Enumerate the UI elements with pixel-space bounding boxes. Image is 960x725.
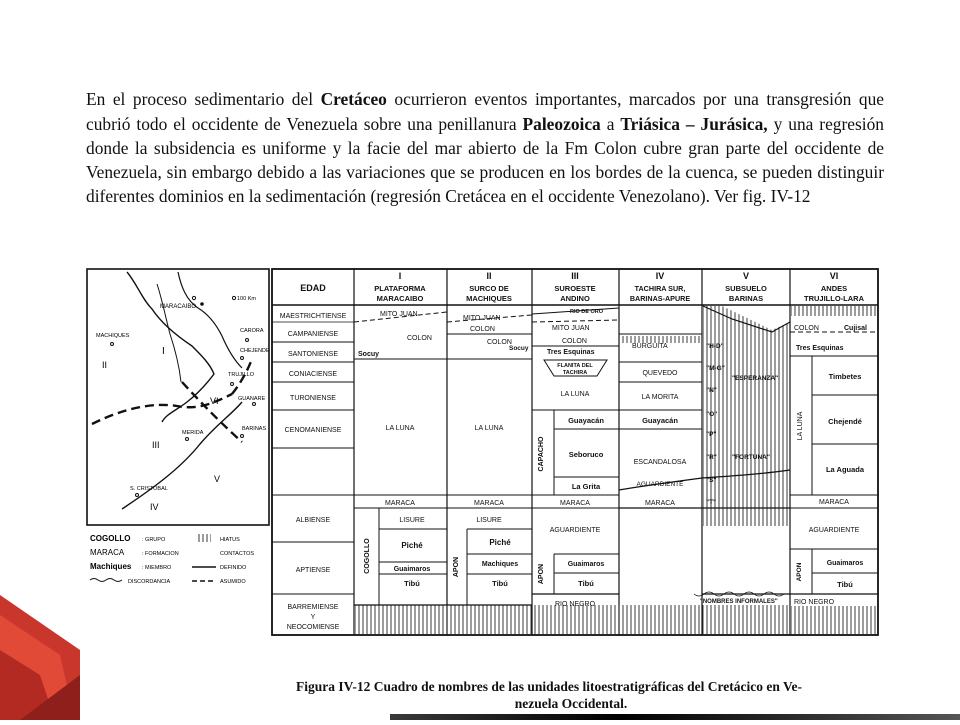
legend-definido: DEFINIDO xyxy=(220,565,247,571)
unit-o: "O" xyxy=(706,411,718,418)
stratigraphic-chart xyxy=(82,264,882,720)
lake-shore-line xyxy=(157,284,181,382)
legend-machiques: Machiques xyxy=(90,562,132,571)
map-label-cristobal: S. CRISTOBAL xyxy=(130,486,168,492)
unit-rio-negro: RIO NEGRO xyxy=(554,601,596,608)
unit-r: "R" xyxy=(706,454,717,461)
unit-quevedo: QUEVEDO xyxy=(642,370,678,377)
map-label-chejende: CHEJENDE xyxy=(240,348,270,354)
unit-flanita: FLANITA DEL xyxy=(557,363,593,369)
age-y: Y xyxy=(310,614,316,621)
unit-p: "P" xyxy=(706,431,717,438)
unit-aguardiente: AGUARDIENTE xyxy=(808,527,860,534)
unit-guayacan: Guayacán xyxy=(642,416,678,425)
unit-fortuna: "FORTUNA" xyxy=(732,454,770,461)
unit-timbetes: Timbetes xyxy=(828,372,862,381)
maracaibo-marker xyxy=(200,302,204,306)
intro-paragraph xyxy=(86,87,884,208)
unit-guaimaros: Guaimaros xyxy=(393,566,431,573)
guanare-marker xyxy=(253,403,256,406)
header-col6-a: ANDES xyxy=(820,284,848,293)
map-label-machiques: MACHIQUES xyxy=(96,333,130,339)
location-map xyxy=(87,269,270,525)
age-turoniense: TURONIENSE xyxy=(290,395,336,402)
legend-cogollo: COGOLLO xyxy=(90,534,131,543)
legend-discordancia: DISCORDANCIA xyxy=(128,579,171,585)
legend-hiatus: HIATUS xyxy=(220,537,240,543)
age-coniaciense: CONIACIENSE xyxy=(288,371,338,378)
unit-burguita: BURGUITA xyxy=(632,343,668,350)
header-col4-b: BARINAS-APURE xyxy=(629,294,691,303)
paragraph-bold: Cretáceo xyxy=(320,89,387,110)
stratigraphic-figure xyxy=(82,264,882,720)
legend-asumido: ASUMIDO xyxy=(220,579,246,585)
unit-guaimaros: Guaimaros xyxy=(567,561,605,568)
unit-colon: COLON xyxy=(487,339,512,346)
unit-esperanza: "ESPERANZA" xyxy=(732,375,779,382)
unit-cogollo: COGOLLO xyxy=(364,538,371,574)
map-label-merida: MERIDA xyxy=(182,430,204,436)
unit-la-luna: LA LUNA xyxy=(474,425,504,432)
unit-lisure: LISURE xyxy=(399,517,425,524)
unit-mg: "M-G" xyxy=(706,365,725,372)
header-col5-b: BARINAS xyxy=(728,294,764,303)
merida-marker xyxy=(186,438,189,441)
east-coast-line xyxy=(178,272,242,368)
unit-la-luna: LA LUNA xyxy=(385,425,415,432)
unit-mito-juan: MITO JUAN xyxy=(380,311,418,318)
unit-seboruco: Seboruco xyxy=(568,450,604,459)
header-col4-number: IV xyxy=(655,271,665,281)
legend-formacion: : FORMACION xyxy=(142,551,179,557)
map-label-barinas: BARINAS xyxy=(242,426,267,432)
header-col4-a: TACHIRA SUR, xyxy=(634,284,686,293)
unit-colon: COLON xyxy=(470,326,495,333)
unit-maraca: MARACA xyxy=(819,499,849,506)
legend-hiatus-symbol xyxy=(197,534,211,542)
age-cenomaniense: CENOMANIENSE xyxy=(284,427,342,434)
unit-maraca: MARACA xyxy=(560,500,590,507)
unit-s: "S" xyxy=(706,477,717,484)
unit-guayacan: Guayacán xyxy=(568,416,604,425)
caption-line-1: Figura IV-12 Cuadro de nombres de las unidades litoestratigráficas del Cretácico en Ve- xyxy=(296,679,802,694)
unit-apon: APON xyxy=(538,563,545,585)
header-col3-number: III xyxy=(571,271,579,281)
unit-colon: COLON xyxy=(407,335,432,342)
unit-socuy: Socuy xyxy=(509,345,529,352)
unit-chejende: Chejendé xyxy=(828,417,862,426)
unit-tres-esquinas: Tres Esquinas xyxy=(547,349,595,356)
unit-mito-juan: MITO JUAN xyxy=(552,325,590,332)
unit-tibu: Tibú xyxy=(837,580,853,589)
red-slide-decoration xyxy=(0,595,80,720)
map-label-trujillo: TRUJILLO xyxy=(228,372,254,378)
legend-maraca: MARACA xyxy=(90,548,125,557)
carora-marker xyxy=(246,339,249,342)
header-col5-number: V xyxy=(742,271,750,281)
header-col1-b: MARACAIBO xyxy=(376,294,424,303)
unit-machiques: Machiques xyxy=(481,561,519,568)
age-neocomiense: NEOCOMIENSE xyxy=(286,624,340,631)
caption-line-2: nezuela Occidental. xyxy=(514,696,628,711)
unit-tibu: Tibú xyxy=(492,579,508,588)
unit-rio-negro: RIO NEGRO xyxy=(794,599,835,606)
unit-mito-juan: MITO JUAN xyxy=(463,315,501,322)
unit-apon: APON xyxy=(796,562,803,582)
header-col3-b: ANDINO xyxy=(560,294,590,303)
header-col1-number: I xyxy=(398,271,402,281)
region-label-4: IV xyxy=(150,502,159,512)
unit-escandalosa: ESCANDALOSA xyxy=(633,459,687,466)
unit-colon: COLON xyxy=(794,325,819,332)
header-col6-b: TRUJILLO-LARA xyxy=(804,294,864,303)
unit-n: "N" xyxy=(706,387,717,394)
paragraph-text: En el proceso sedimentario del xyxy=(86,89,321,110)
unit-cujisal: Cujisal xyxy=(844,325,867,332)
unit-la-morita: LA MORITA xyxy=(641,394,679,401)
age-albiense: ALBIENSE xyxy=(295,517,331,524)
unit-tachira: TACHIRA xyxy=(562,370,588,376)
legend-wave-symbol xyxy=(90,579,122,582)
figure-caption xyxy=(296,678,886,712)
unit-capacho: CAPACHO xyxy=(538,436,545,472)
map-label-guanare: GUANARE xyxy=(238,396,266,402)
scale-marker xyxy=(192,296,195,299)
hiatus-fill xyxy=(355,605,788,634)
region-label-3: III xyxy=(152,440,160,450)
age-aptiense: APTIENSE xyxy=(295,567,331,574)
age-maestrichtiense: MAESTRICHTIENSE xyxy=(279,313,347,320)
unit-la-grita: La Grita xyxy=(571,482,601,491)
map-scale-label: 100 Km xyxy=(237,296,256,302)
unit-piche: Piché xyxy=(489,538,511,547)
unit-aguardiente: AGUARDIENTE xyxy=(636,481,684,488)
header-col1-a: PLATAFORMA xyxy=(374,284,426,293)
legend-miembro: : MIEMBRO xyxy=(142,565,172,571)
age-campaniense: CAMPANIENSE xyxy=(287,331,339,338)
barinas-marker xyxy=(241,435,244,438)
hiatus-fill xyxy=(791,606,877,634)
unit-maraca: MARACA xyxy=(385,500,415,507)
header-edad: EDAD xyxy=(300,283,326,293)
trujillo-marker xyxy=(231,383,234,386)
paragraph-bold: Triásica – Jurásica, xyxy=(620,113,768,134)
map-label-carora: CARORA xyxy=(240,328,264,334)
paragraph-text: ocurrieron eventos importantes, marcados por una transgresión que cubrió todo el occidente de Venezuela sobre una penillanura xyxy=(86,89,884,134)
unit-la-luna: LA LUNA xyxy=(797,411,804,441)
header-col2-number: II xyxy=(486,271,492,281)
unit-la-luna: LA LUNA xyxy=(560,391,590,398)
paragraph-text: a xyxy=(600,113,621,134)
unit-la-aguada: La Aguada xyxy=(825,465,865,474)
chejende-marker xyxy=(241,357,244,360)
header-col2-a: SURCO DE xyxy=(469,284,509,293)
header-col6-number: VI xyxy=(829,271,839,281)
unit-socuy: Socuy xyxy=(358,351,380,358)
unit-rio-de-oro: RIO DE ORO xyxy=(570,309,604,315)
paragraph-text: y una regresión donde la subsidencia es uniforme y la facie del mar abierto de la Fm Colon cubre gran parte del occidente de Venezuela, sin embargo debido a las variaciones que se producen en los bordes de la cuenca, se pueden distinguir diferentes dominios en la sedimentación (regresión Cretácea en el occidente Venezolano). Ver fig. IV-12 xyxy=(86,113,885,207)
unit-lisure: LISURE xyxy=(476,517,502,524)
unit-aguardiente: AGUARDIENTE xyxy=(549,527,601,534)
header-col3-a: SUROESTE xyxy=(554,284,596,293)
cristobal-marker xyxy=(136,494,139,497)
map-label-maracaibo: MARACAIBO xyxy=(160,304,197,310)
unit-apon: APON xyxy=(453,556,460,578)
unit-t: "T" xyxy=(706,499,717,506)
legend-contactos: CONTACTOS xyxy=(220,551,255,557)
unit-maraca: MARACA xyxy=(645,500,675,507)
region-label-1: I xyxy=(162,346,165,357)
unit-guaimaros: Guaimaros xyxy=(826,560,864,567)
paragraph-bold: Paleozoica xyxy=(522,113,601,134)
unit-tibu: Tibú xyxy=(578,579,594,588)
hiatus-fill xyxy=(791,306,877,316)
andes-axis-line xyxy=(122,402,242,509)
age-santoniense: SANTONIENSE xyxy=(287,351,339,358)
unit-tibu: Tibú xyxy=(404,579,420,588)
unit-hd: "H-D" xyxy=(706,343,724,350)
hiatus-fill xyxy=(620,336,700,343)
header-col5-a: SUBSUELO xyxy=(725,284,767,293)
contact-line xyxy=(532,320,619,322)
unit-maraca: MARACA xyxy=(474,500,504,507)
unit-piche: Piché xyxy=(401,541,423,550)
header-col2-b: MACHIQUES xyxy=(466,294,512,303)
coastline-line xyxy=(127,272,214,422)
unit-colon: COLON xyxy=(562,338,587,345)
machiques-marker xyxy=(111,343,114,346)
legend-grupo: : GRUPO xyxy=(142,537,166,543)
region-label-6: VI xyxy=(210,396,219,406)
unit-nombres-informales: "NOMBRES INFORMALES" xyxy=(700,599,778,605)
unit-tres-esquinas: Tres Esquinas xyxy=(796,345,844,352)
figure-legend xyxy=(90,534,254,585)
region-label-2: II xyxy=(102,360,108,370)
scale-marker xyxy=(232,296,235,299)
region-label-5: V xyxy=(214,474,221,484)
age-barremiense: BARREMIENSE xyxy=(287,604,339,611)
